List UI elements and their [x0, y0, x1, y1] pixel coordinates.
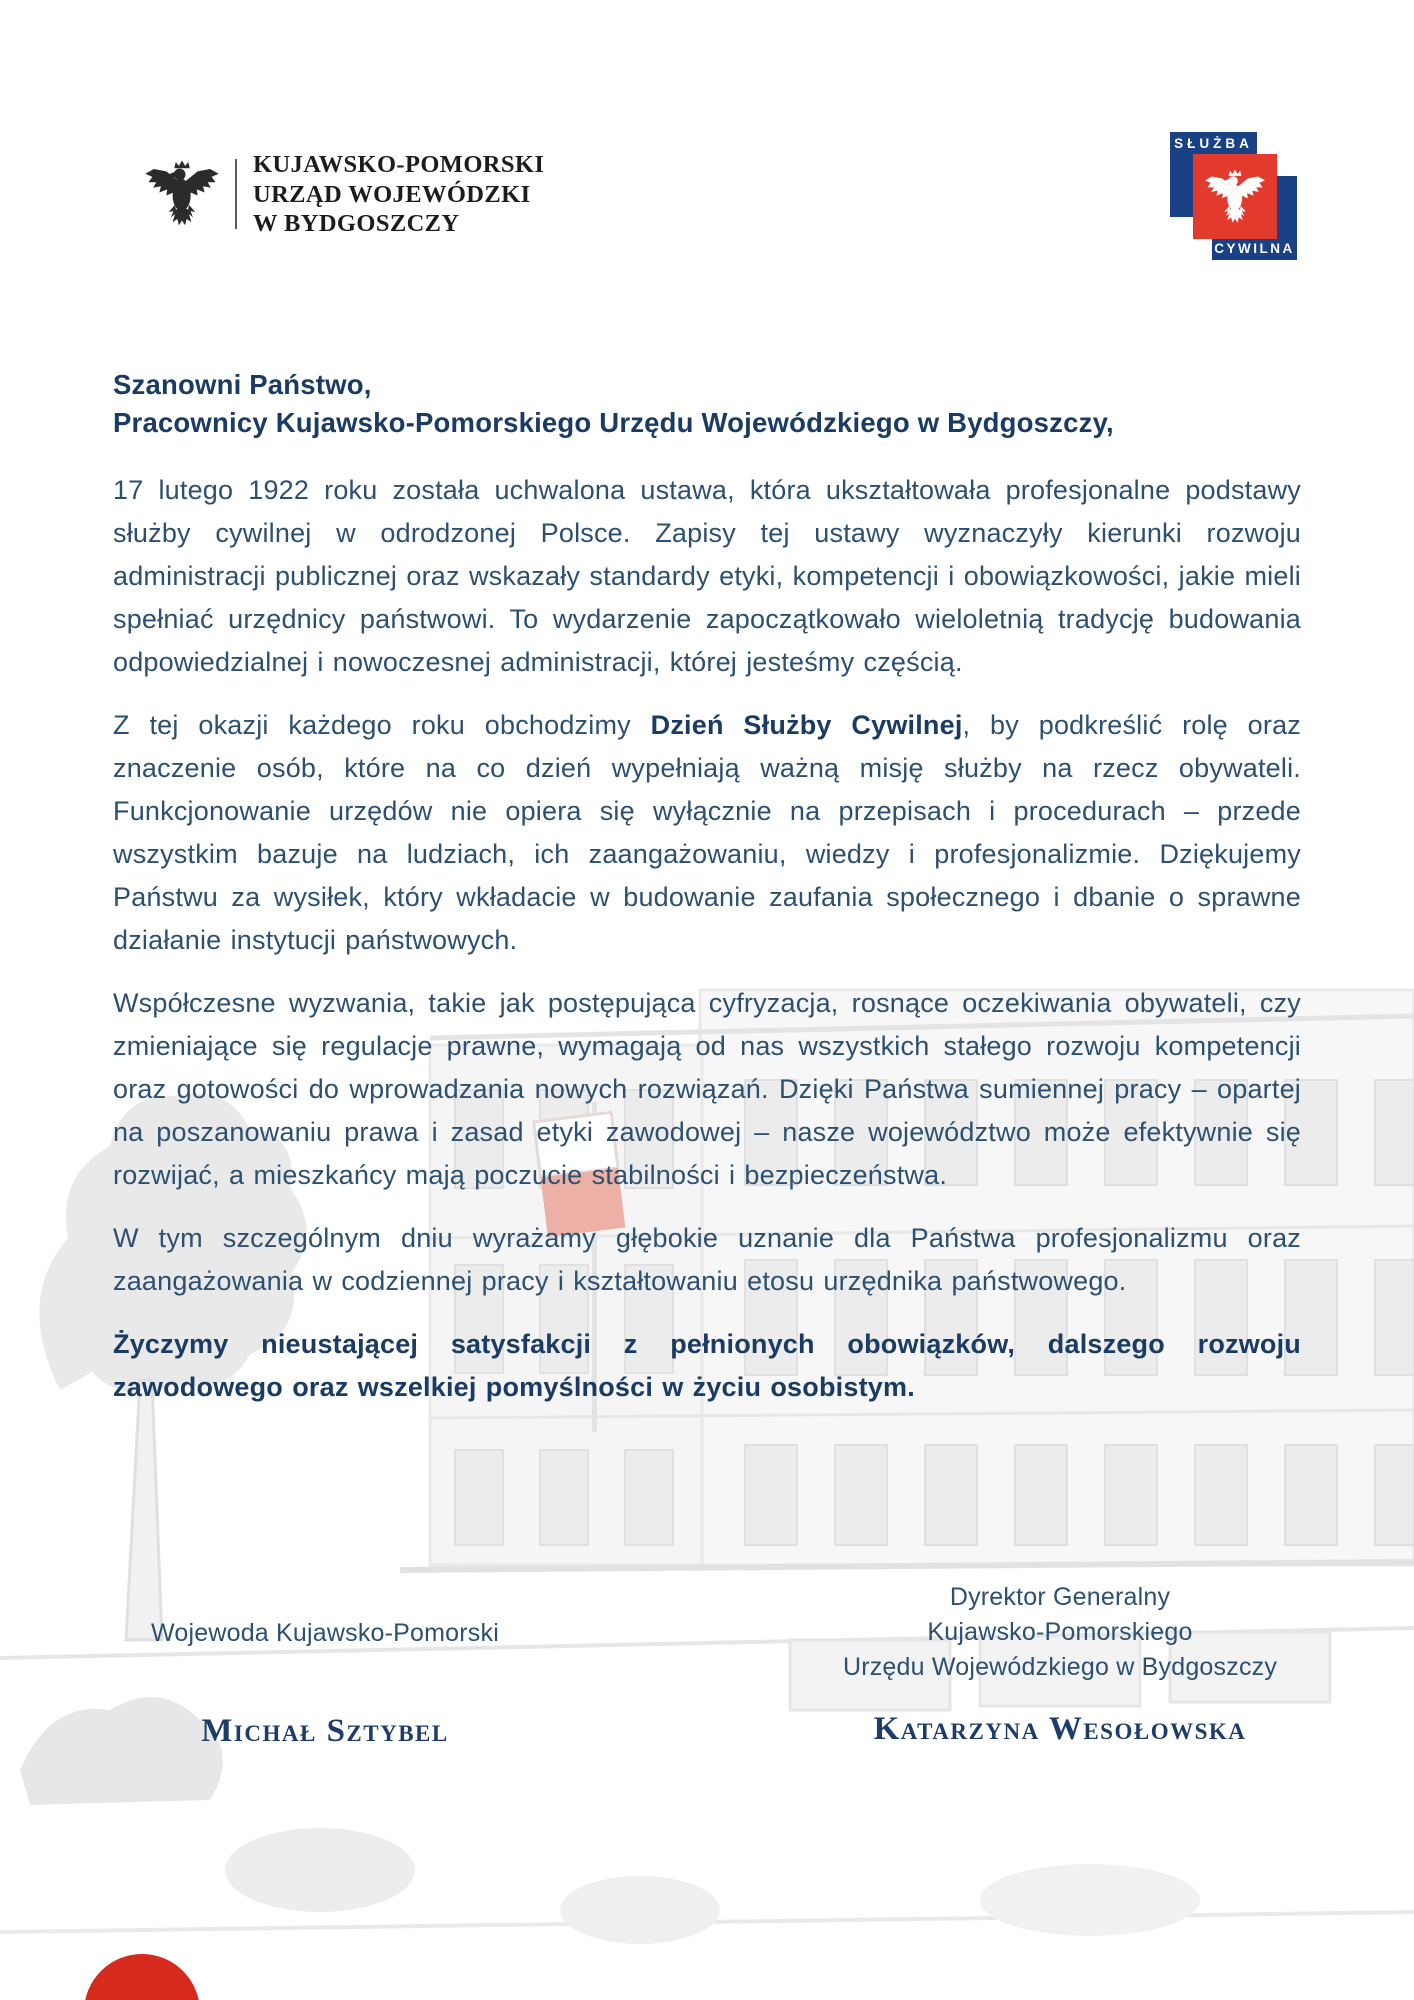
- salutation-line-2: Pracownicy Kujawsko-Pomorskiego Urzędu Wojewódzkiego w Bydgoszczy,: [113, 407, 1114, 438]
- office-name-line2: URZĄD WOJEWÓDZKI: [253, 180, 531, 208]
- sluzba-label: SŁUŻBA: [1174, 136, 1253, 151]
- logo-divider: [235, 159, 237, 229]
- signature-right-title-line-2: Kujawsko-Pomorskiego: [927, 1618, 1193, 1646]
- salutation: [113, 366, 1301, 442]
- paragraph-4: W tym szczególnym dniu wyrażamy głębokie uznanie dla Państwa profesjonalizmu oraz zaangażowania w codziennej pracy i kształtowaniu etosu urzędnika państwowego.: [113, 1223, 1301, 1296]
- polish-eagle-icon: [143, 158, 221, 230]
- letter-body: [113, 366, 1301, 1429]
- signature-right-title-line-1: Dyrektor Generalny: [949, 1583, 1171, 1611]
- signature-left-name: Michał Sztybel: [201, 1713, 449, 1749]
- paragraph-2: Z tej okazji każdego roku obchodzimy Dzień Służby Cywilnej, by podkreślić rolę oraz znaczenie osób, które na co dzień wypełniają ważną misję służby na rzecz obywateli. Funkcjonowanie urzędów nie opiera się wyłącznie na przepisach i procedurach – przede wszystkim bazuje na ludziach, ich zaangażowaniu, wiedzy i profesjonalizmie. Dziękujemy Państwu za wysiłek, który wkładacie w budowanie zaufania społecznego i dbanie o sprawne działanie instytucji państwowych.: [113, 710, 1301, 955]
- office-name-line1: KUJAWSKO-POMORSKI: [253, 151, 545, 178]
- signature-left-title: Wojewoda Kujawsko-Pomorski: [151, 1619, 499, 1647]
- signature-left: [100, 1616, 550, 1750]
- bold-phrase: Dzień Służby Cywilnej: [650, 710, 963, 740]
- paragraph-5-wishes: Życzymy nieustającej satysfakcji z pełnionych obowiązków, dalszego rozwoju zawodowego oraz wszelkiej pomyślności w życiu osobistym.: [113, 1329, 1301, 1402]
- office-logo: [143, 150, 544, 239]
- signature-right: [800, 1580, 1320, 1748]
- paragraph-3: Współczesne wyzwania, takie jak postępująca cyfryzacja, rosnące oczekiwania obywateli, czy zmieniające się regulacje prawne, wymagają od nas wszystkich stałego rozwoju kompetencji oraz gotowości do wprowadzania nowych rozwiązań. Dzięki Państwa sumiennej pracy – opartej na poszanowaniu prawa i zasad etyki zawodowej – nasze województwo może efektywnie się rozwijać, a mieszkańcy mają poczucie stabilności i bezpieczeństwa.: [113, 988, 1301, 1190]
- civil-service-logo: [1170, 132, 1298, 262]
- office-name-line3: W BYDGOSZCZY: [253, 210, 460, 237]
- office-name: [253, 150, 544, 239]
- cywilna-label: CYWILNA: [1214, 241, 1295, 256]
- civil-service-red-square: [1193, 154, 1277, 239]
- salutation-line-1: Szanowni Państwo,: [113, 369, 372, 400]
- paragraph-1: 17 lutego 1922 roku została uchwalona ustawa, która ukształtowała profesjonalne podstawy służby cywilnej w odrodzonej Polsce. Zapisy tej ustawy wyznaczyły kierunki rozwoju administracji publicznej oraz wskazały standardy etyki, kompetencji i obowiązkowości, jakie mieli spełniać urzędnicy państwowi. To wydarzenie zapoczątkowało wieloletnią tradycję budowania odpowiedzialnej i nowoczesnej administracji, której jesteśmy częścią.: [113, 475, 1301, 677]
- signature-right-name: Katarzyna Wesołowska: [873, 1711, 1247, 1747]
- signature-right-title-line-3: Urzędu Wojewódzkiego w Bydgoszczy: [842, 1653, 1278, 1681]
- civil-service-eagle-icon: [1203, 166, 1267, 228]
